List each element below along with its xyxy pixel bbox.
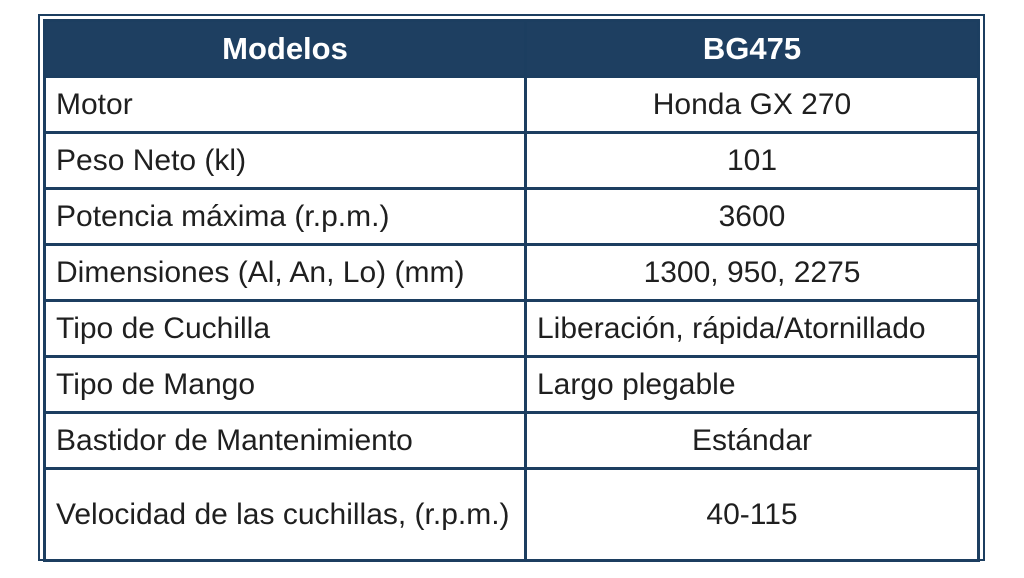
spec-value: Estándar [526, 413, 979, 469]
spec-value: 1300, 950, 2275 [526, 245, 979, 301]
spec-value: Largo plegable [526, 357, 979, 413]
table-row-velocidad-cuchillas [45, 469, 979, 561]
spec-value: Honda GX 270 [526, 77, 979, 133]
table-row-dimensiones [45, 245, 979, 301]
spec-label: Peso Neto (kl) [45, 133, 526, 189]
spec-label: Bastidor de Mantenimiento [45, 413, 526, 469]
table-row-bastidor [45, 413, 979, 469]
header-row [45, 21, 979, 77]
spec-label: Tipo de Cuchilla [45, 301, 526, 357]
spec-label: Dimensiones (Al, An, Lo) (mm) [45, 245, 526, 301]
table-row-tipo-cuchilla [45, 301, 979, 357]
spec-label: Velocidad de las cuchillas, (r.p.m.) [45, 469, 526, 561]
table-row-tipo-mango [45, 357, 979, 413]
spec-value: 40-115 [526, 469, 979, 561]
spec-value: 101 [526, 133, 979, 189]
header-cell-modelos: Modelos [45, 21, 526, 77]
spec-value: 3600 [526, 189, 979, 245]
table-row-peso-neto [45, 133, 979, 189]
spec-label: Potencia máxima (r.p.m.) [45, 189, 526, 245]
table-row-potencia-maxima [45, 189, 979, 245]
spec-table-frame [38, 14, 985, 561]
spec-label: Tipo de Mango [45, 357, 526, 413]
header-cell-bg475: BG475 [526, 21, 979, 77]
spec-table [43, 19, 980, 562]
spec-value: Liberación, rápida/Atornillado [526, 301, 979, 357]
spec-label: Motor [45, 77, 526, 133]
table-row-motor [45, 77, 979, 133]
